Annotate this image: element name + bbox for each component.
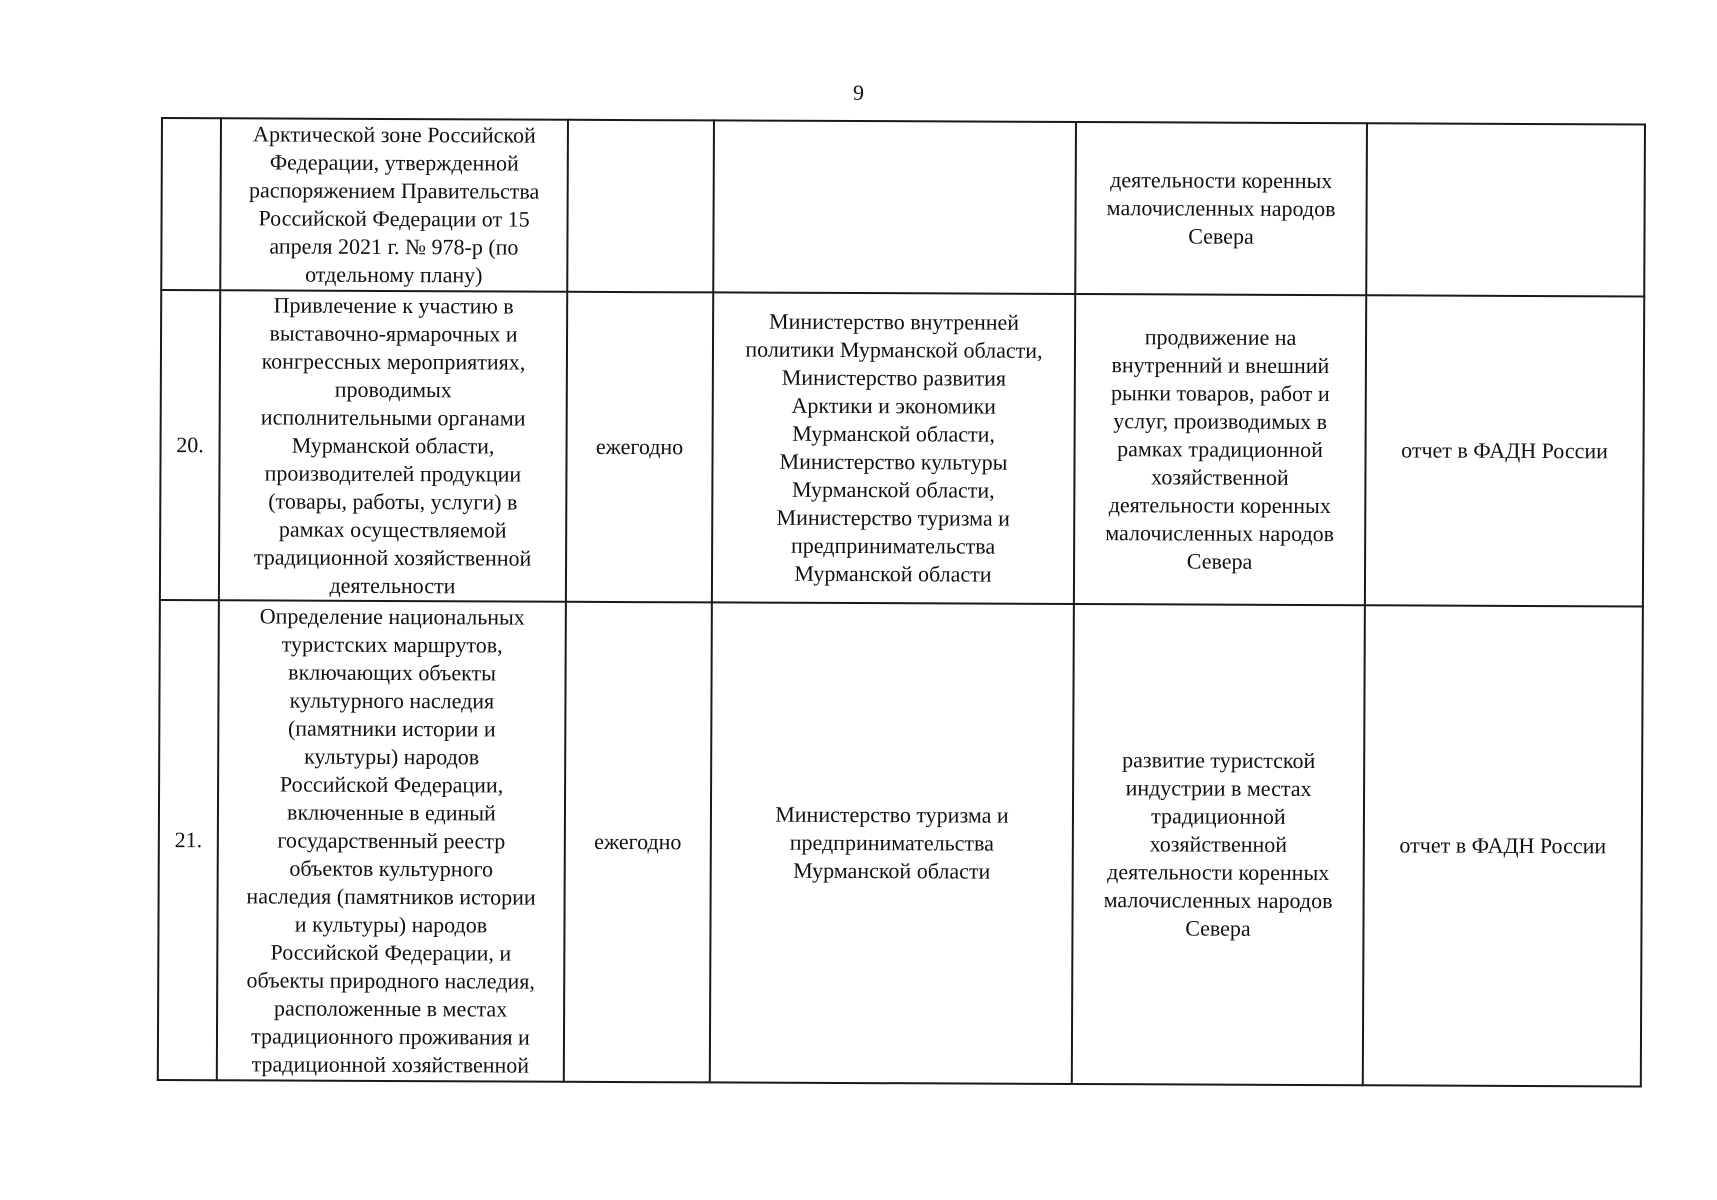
text-line: внутренний и внешний [1111,352,1330,379]
text-line: Министерство развития [781,364,1007,391]
text-line: культурного наследия [289,687,495,714]
text-line: Министерство культуры [779,448,1008,475]
text-line: хозяйственной [1149,831,1288,857]
text-line: включенные в единый [287,799,496,826]
text-line: проводимых [334,376,452,403]
text-line: Российской Федерации, [279,771,504,798]
text-line: Мурманской области, [291,432,495,459]
text-line: и культуры) народов [294,911,488,938]
text-line: конгрессных мероприятиях, [261,348,526,375]
text-line: рамках традиционной [1117,436,1324,463]
table-row-20 [160,290,1644,606]
cell-result [1075,122,1367,295]
cell-report [1366,123,1645,296]
cell-event [219,290,567,602]
text-line: Арктики и экономики [791,392,997,419]
cell-executors [710,602,1074,1084]
text-line: малочисленных народов [1106,195,1336,222]
text-line: Арктической зоне Российской [253,121,536,148]
text-line: Определение национальных [259,603,525,630]
text-line: деятельности коренных [1107,859,1330,886]
text-line: объекты природного наследия, [246,967,535,994]
text-line: (памятники истории и [287,715,496,742]
text-line: наследия (памятников истории [246,883,536,910]
text-line: Федерации, утвержденной [269,149,519,176]
cell-event [217,600,566,1082]
cell-executors [713,120,1076,294]
text-line: малочисленных народов [1105,520,1335,547]
text-line: Министерство внутренней [769,308,1020,335]
text-line: традиционного проживания и [251,1023,530,1050]
cell-report: отчет в ФАДН России [1363,605,1643,1086]
text-line: традиционной хозяйственной [253,544,532,571]
text-line: развитие туристской [1122,747,1316,774]
cell-number: 20. [160,290,220,600]
cell-number: 21. [158,600,219,1080]
text-line: производителей продукции [264,460,522,487]
text-line: включающих объекты [288,659,496,686]
text-line: деятельности коренных [1110,167,1333,194]
text-line: Министерство туризма и [775,801,1009,828]
page-number: 9 [853,80,864,105]
text-line: традиционной [1151,803,1286,829]
text-line: Мурманской области, [792,420,995,447]
text-line: индустрии в местах [1125,775,1312,802]
text-line: государственный реестр [277,827,506,854]
text-line: Российской Федерации от 15 [258,205,530,232]
text-line: предпринимательства [789,829,994,856]
cell-number [161,118,221,290]
text-line: продвижение на [1144,324,1297,350]
table-row-21 [158,600,1643,1086]
cell-executors [712,292,1075,604]
text-line: Мурманской области [794,560,992,587]
text-line: культуры) народов [304,743,480,770]
text-line: Министерство туризма и [776,504,1011,531]
text-line: рынки товаров, работ и [1110,380,1330,407]
text-line: политики Мурманской области, [745,336,1043,363]
table-row-continuation [161,118,1645,296]
cell-event [220,118,568,292]
text-line: Мурманской области, [791,476,995,503]
text-line: рамках осуществляемой [278,516,507,543]
text-line: апреля 2021 г. № 978-р (по [269,233,519,260]
cell-period: ежегодно [566,292,713,603]
text-line: отдельному плану) [305,261,483,288]
text-line: (товары, работы, услуги) в [268,488,518,515]
action-plan-table [157,117,1646,1087]
text-line: Российской Федерации, и [270,939,512,966]
text-line: Мурманской области [793,857,991,884]
text-line: предпринимательства [791,532,996,559]
text-line: услуг, производимых в [1113,408,1328,435]
cell-period: ежегодно [564,602,712,1083]
text-line: выставочно-ярмарочных и [269,320,518,347]
text-line: Севера [1186,548,1253,574]
cell-report: отчет в ФАДН России [1365,295,1644,606]
text-line: расположенные в местах [273,995,508,1022]
text-line: малочисленных народов [1103,887,1333,914]
text-line: исполнительными органами [260,404,526,431]
text-line: объектов культурного [289,855,494,882]
text-line: распоряжением Правительства [248,177,540,204]
text-line: туристских маршрутов, [281,631,503,658]
text-line: Севера [1185,915,1251,941]
text-line: Привлечение к участию в [273,292,514,319]
text-line: деятельности [329,572,456,599]
cell-period [567,120,714,293]
text-line: традиционной хозяйственной [251,1051,530,1078]
cell-result [1072,604,1365,1085]
text-line: деятельности коренных [1108,492,1331,519]
text-line: Севера [1188,223,1254,249]
text-line: хозяйственной [1151,464,1289,490]
cell-result [1074,294,1366,605]
